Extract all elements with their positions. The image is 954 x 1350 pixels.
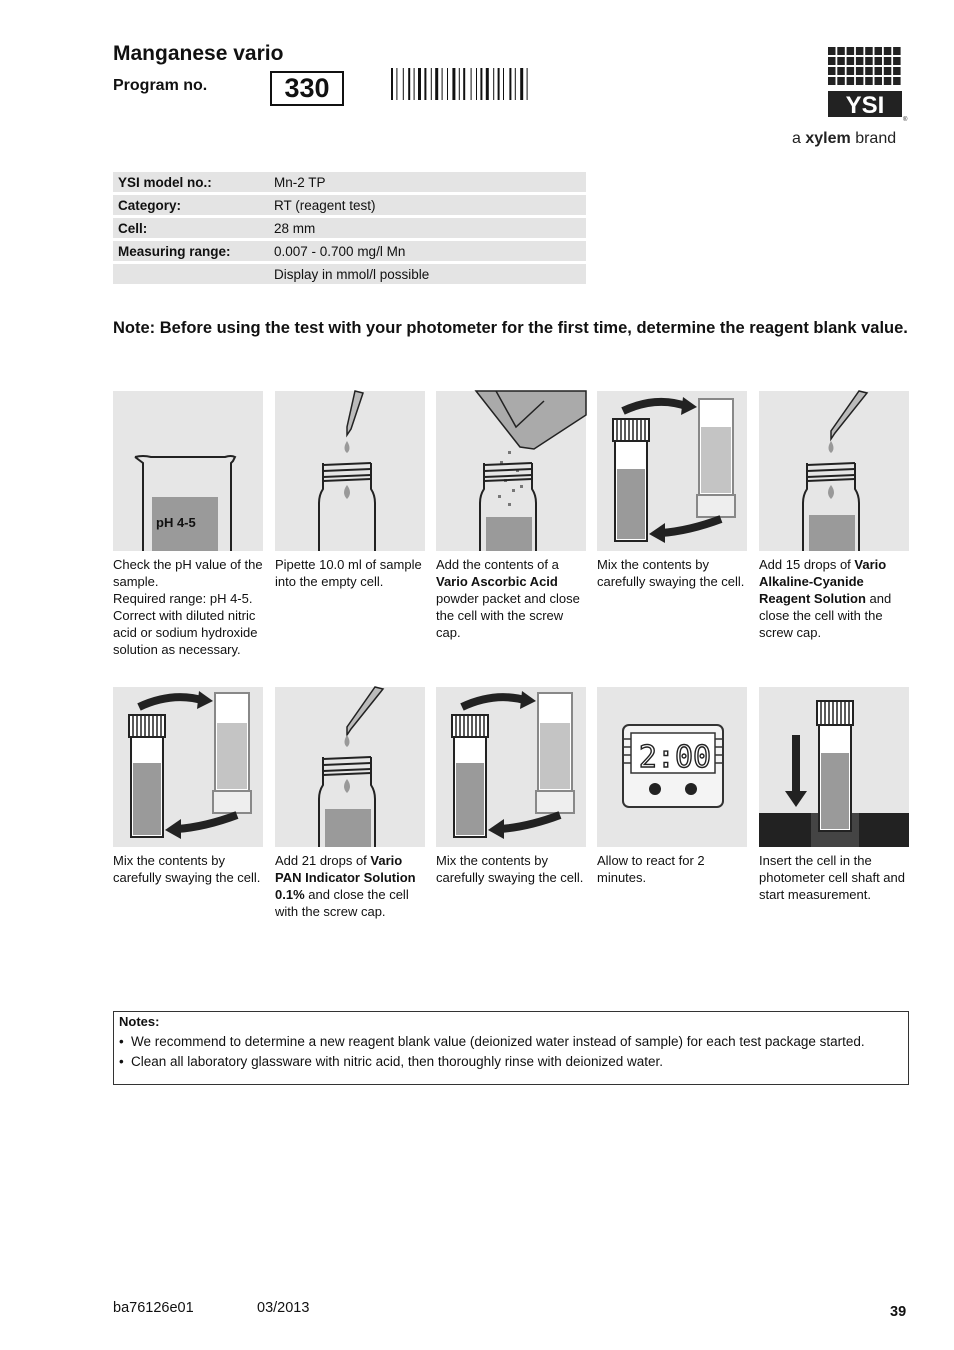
barcode-bar [391, 68, 393, 100]
step-6 [113, 687, 263, 886]
step-10 [759, 687, 909, 903]
logo-block [856, 47, 864, 55]
info-row [113, 172, 586, 192]
step-3-caption-post: powder packet and close the cell with the screw cap. [436, 591, 580, 640]
logo-block [856, 77, 864, 85]
info-value: 0.007 - 0.700 mg/l Mn [269, 241, 586, 261]
page-number: 39 [890, 1304, 907, 1320]
step-7-caption-post: and close the cell with the screw cap. [275, 887, 409, 919]
logo-block [865, 57, 873, 65]
step-3-caption [436, 556, 586, 641]
step-5-caption-pre: Add 15 drops of [759, 557, 855, 572]
logo-block [856, 67, 864, 75]
barcode [391, 68, 556, 100]
step-3 [436, 391, 586, 641]
barcode-bar [476, 68, 477, 100]
step-4-illustration [597, 391, 747, 551]
barcode-bar [403, 68, 404, 100]
logo-block [875, 67, 883, 75]
step-5-caption-post: and close the cell with the screw cap. [759, 591, 892, 640]
logo-block [828, 57, 836, 65]
logo-block [847, 77, 855, 85]
logo-block [837, 77, 845, 85]
step-9-illustration [597, 687, 747, 847]
brand-tagline [792, 130, 896, 148]
barcode-bar [520, 68, 523, 100]
logo-block [837, 57, 845, 65]
info-key: Measuring range: [113, 241, 269, 261]
logo-block [865, 47, 873, 55]
brand-name: xylem [805, 130, 851, 147]
logo-block [875, 77, 883, 85]
step-2-illustration [275, 391, 425, 551]
barcode-bar [424, 68, 426, 100]
info-value: RT (reagent test) [269, 195, 586, 215]
barcode-bar [396, 68, 397, 100]
logo-block [893, 57, 901, 65]
bullet-icon: • [119, 1034, 124, 1049]
step-7-caption-pre: Add 21 drops of [275, 853, 371, 868]
info-value: Mn-2 TP [269, 172, 586, 192]
info-key [113, 264, 269, 284]
barcode-bar [414, 68, 415, 100]
logo-block [828, 47, 836, 55]
barcode-bar [509, 68, 511, 100]
barcode-bar [452, 68, 455, 100]
step-5-illustration [759, 391, 909, 551]
logo-block [884, 77, 892, 85]
svg-text:®: ® [903, 117, 908, 123]
info-row [113, 264, 586, 284]
barcode-bar [503, 68, 504, 100]
step-3-illustration [436, 391, 586, 551]
step-8 [436, 687, 586, 886]
step-10-caption: Insert the cell in the photometer cell shaft and start measurement. [759, 853, 905, 902]
notes-box [113, 1011, 909, 1085]
notes-item [119, 1054, 663, 1069]
page-title: Manganese vario [113, 42, 284, 65]
logo-block [847, 47, 855, 55]
step-7 [275, 687, 425, 920]
notes-title: Notes: [119, 1014, 160, 1029]
step-6-illustration [113, 687, 263, 847]
logo-block [847, 57, 855, 65]
step-3-reagent: Vario Ascorbic Acid [436, 574, 558, 589]
barcode-bar [493, 68, 494, 100]
info-value: 28 mm [269, 218, 586, 238]
step-1-caption-line: Check the pH value of the sample. [113, 557, 263, 589]
logo-block [884, 67, 892, 75]
step-1-illustration [113, 391, 263, 551]
step-1-caption [113, 556, 263, 658]
barcode-bar [431, 68, 432, 100]
logo-block [893, 67, 901, 75]
step-9 [597, 687, 747, 886]
logo-block [865, 67, 873, 75]
barcode-bar [498, 68, 500, 100]
barcode-bar [418, 68, 421, 100]
brand-suffix: brand [855, 130, 897, 147]
barcode-bar [463, 68, 465, 100]
ph-label: pH 4-5 [156, 515, 196, 530]
logo-block [875, 47, 883, 55]
logo-block [884, 57, 892, 65]
step-1-caption-line: Required range: pH 4-5. [113, 591, 253, 606]
step-5-caption [759, 556, 909, 641]
document-date: 03/2013 [257, 1300, 310, 1316]
logo-block [893, 47, 901, 55]
logo-block [828, 77, 836, 85]
step-7-caption [275, 852, 425, 920]
logo-block [884, 47, 892, 55]
info-key: Category: [113, 195, 269, 215]
logo-block [856, 57, 864, 65]
barcode-bar [447, 68, 448, 100]
barcode-bar [480, 68, 482, 100]
program-number: 330 [270, 71, 344, 106]
logo-block [875, 57, 883, 65]
note-text: Note: Before using the test with your photometer for the first time, determine the reagent blank value. [113, 319, 908, 337]
info-row [113, 241, 586, 261]
bullet-icon: • [119, 1054, 124, 1069]
barcode-bar [486, 68, 489, 100]
step-2 [275, 391, 425, 590]
step-7-illustration [275, 687, 425, 847]
step-1 [113, 391, 263, 658]
barcode-bar [459, 68, 460, 100]
info-key: YSI model no.: [113, 172, 269, 192]
info-table [113, 169, 586, 287]
step-8-caption: Mix the contents by carefully swaying the cell. [436, 853, 584, 885]
step-1-caption-line: Correct with diluted nitric acid or sodium hydroxide solution as necessary. [113, 608, 258, 657]
step-4 [597, 391, 747, 590]
logo-block [865, 77, 873, 85]
barcode-bar [408, 68, 410, 100]
barcode-bar [471, 68, 472, 100]
notes-item [119, 1034, 865, 1049]
notes-item-text: We recommend to determine a new reagent blank value (deionized water instead of sample) for each test package started. [131, 1034, 865, 1049]
info-key: Cell: [113, 218, 269, 238]
step-9-caption: Allow to react for 2 minutes. [597, 853, 705, 885]
step-6-caption: Mix the contents by carefully swaying the cell. [113, 853, 261, 885]
logo-block [893, 77, 901, 85]
brand-prefix: a [792, 130, 801, 147]
step-5 [759, 391, 909, 641]
info-row [113, 195, 586, 215]
logo-block [837, 47, 845, 55]
program-label: Program no. [113, 77, 208, 94]
logo-text: YSI [845, 92, 885, 119]
barcode-bar [442, 68, 443, 100]
barcode-bar [515, 68, 516, 100]
step-3-caption-pre: Add the contents of a [436, 557, 559, 572]
logo-block [837, 67, 845, 75]
step-7-reagent: Vario PAN Indicator Solution 0.1% [275, 853, 416, 902]
step-4-caption: Mix the contents by carefully swaying the cell. [597, 557, 745, 589]
document-id: ba76126e01 [113, 1300, 194, 1316]
step-10-illustration [759, 687, 909, 847]
barcode-bar [527, 68, 528, 100]
info-value: Display in mmol/l possible [269, 264, 586, 284]
step-8-illustration [436, 687, 586, 847]
info-row [113, 218, 586, 238]
timer-display: 2:00 [638, 740, 712, 775]
step-5-reagent: Vario Alkaline-Cyanide Reagent Solution [759, 557, 887, 606]
ysi-logo [826, 45, 906, 125]
logo-block [828, 67, 836, 75]
step-2-caption: Pipette 10.0 ml of sample into the empty cell. [275, 557, 422, 589]
notes-item-text: Clean all laboratory glassware with nitric acid, then thoroughly rinse with deionized water. [131, 1054, 664, 1069]
barcode-bar [435, 68, 438, 100]
logo-block [847, 67, 855, 75]
